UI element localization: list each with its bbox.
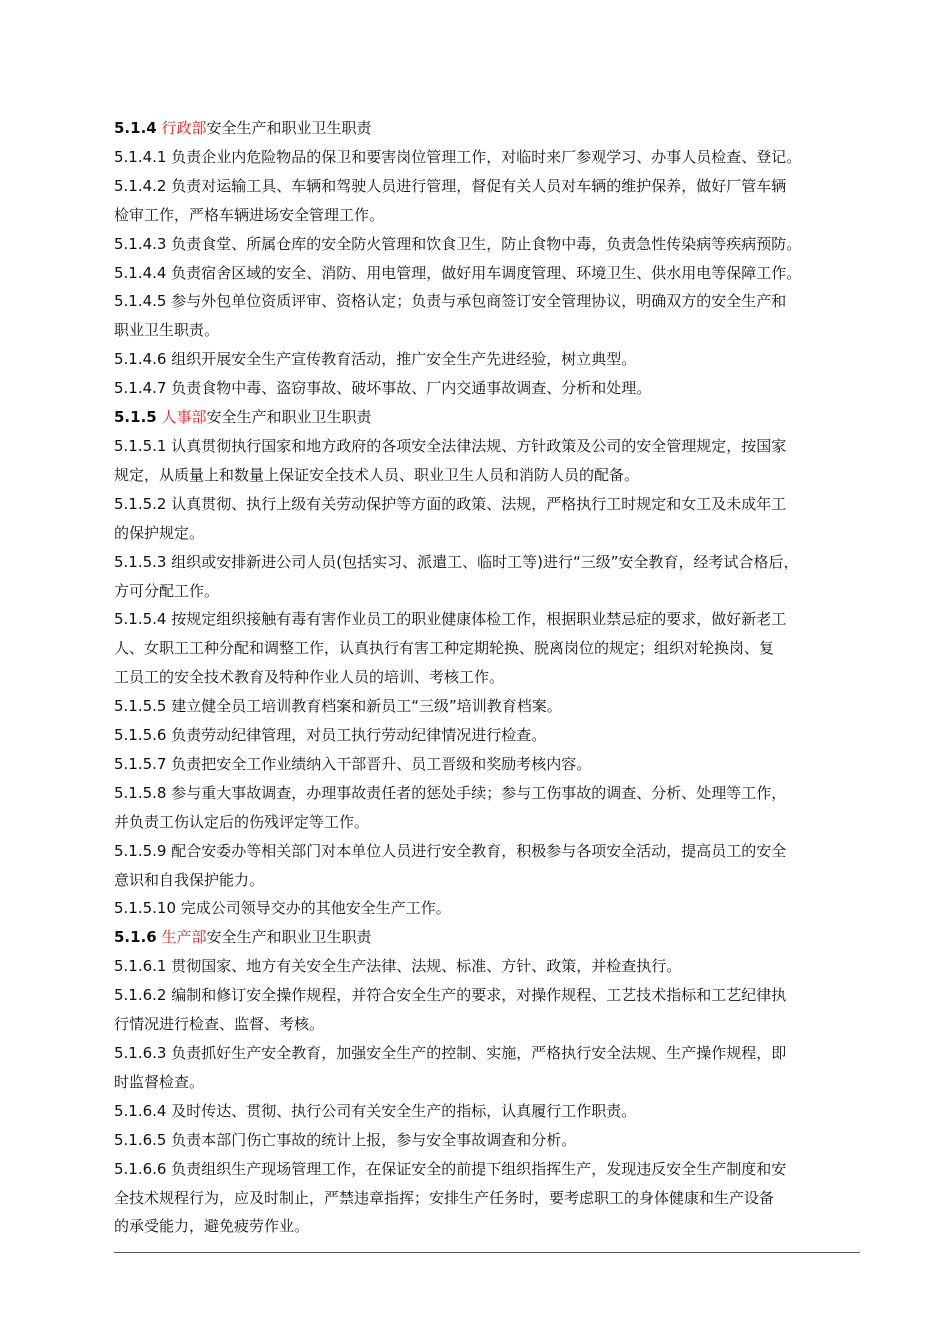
- paragraph-line: 5.1.4.4 负责宿舍区域的安全、消防、用电管理，做好用车调度管理、环境卫生、供水用电等保障工作。: [114, 263, 802, 282]
- paragraph-line: 5.1.5.4 按规定组织接触有毒有害作业员工的职业健康体检工作，根据职业禁忌症的要求，做好新老工: [114, 610, 787, 629]
- section-number: 5.1.5: [114, 408, 157, 427]
- section-number: 5.1.6: [114, 928, 157, 947]
- paragraph-line: 职业卫生职责。: [114, 321, 220, 340]
- paragraph-line: 5.1.5.9 配合安委办等相关部门对本单位人员进行安全教育，积极参与各项安全活动，提高员工的安全: [114, 841, 787, 860]
- paragraph-line: 5.1.5.8 参与重大事故调查，办理事故责任者的惩处手续；参与工伤事故的调查、分析、处理等工作，: [114, 783, 787, 802]
- paragraph-line: 工员工的安全技术教育及特种作业人员的培训、考核工作。: [114, 668, 505, 687]
- section-number: 5.1.4: [114, 119, 157, 137]
- paragraph-line: 5.1.4.6 组织开展安全生产宣传教育活动，推广安全生产先进经验，树立典型。: [114, 350, 637, 369]
- paragraph-line: 5.1.4.5 参与外包单位资质评审、资格认定；负责与承包商签订安全管理协议，明确双方的安全生产和: [114, 292, 787, 311]
- department-name: 人事部: [161, 408, 207, 427]
- paragraph-line: 5.1.6.4 及时传达、贯彻、执行公司有关安全生产的指标，认真履行工作职责。: [114, 1101, 637, 1120]
- paragraph-line: 的保护规定。: [114, 523, 205, 542]
- paragraph-line: 5.1.4.1 负责企业内危险物品的保卫和要害岗位管理工作，对临时来厂参观学习、办事人员检查、登记。: [114, 147, 802, 166]
- paragraph-line: 的承受能力，避免疲劳作业。: [114, 1217, 310, 1236]
- paragraph-line: 方可分配工作。: [114, 581, 220, 600]
- paragraph-line: 5.1.6.2 编制和修订安全操作规程，并符合安全生产的要求，对操作规程、工艺技术指标和工艺纪律执: [114, 986, 787, 1005]
- paragraph-line: 全技术规程行为，应及时制止，严禁违章指挥；安排生产任务时，要考虑职工的身体健康和生产设备: [114, 1188, 775, 1207]
- paragraph-line: 5.1.4.7 负责食物中毒、盗窃事故、破坏事故、厂内交通事故调查、分析和处理。: [114, 379, 652, 398]
- paragraph-line: 意识和自我保护能力。: [114, 870, 265, 889]
- paragraph-line: 5.1.4.3 负责食堂、所属仓库的安全防火管理和饮食卫生，防止食物中毒，负责急性传染病等疾病预防。: [114, 234, 802, 253]
- paragraph-line: 5.1.5.7 负责把安全工作业绩纳入干部晋升、员工晋级和奖励考核内容。: [114, 754, 592, 773]
- paragraph-line: 5.1.6.1 贯彻国家、地方有关安全生产法律、法规、标准、方针、政策，并检查执行。: [114, 957, 682, 976]
- section-title: 安全生产和职业卫生职责: [206, 119, 372, 137]
- paragraph-line: 5.1.6.6 负责组织生产现场管理工作，在保证安全的前提下组织指挥生产，发现违反安全生产制度和安: [114, 1159, 787, 1178]
- paragraph-line: 5.1.4.2 负责对运输工具、车辆和驾驶人员进行管理，督促有关人员对车辆的维护保养，做好厂管车辆: [114, 176, 787, 195]
- paragraph-line: 5.1.6.3 负责抓好生产安全教育，加强安全生产的控制、实施，严格执行安全法规、生产操作规程，即: [114, 1044, 787, 1062]
- document-body: [114, 114, 860, 1241]
- department-name: 行政部: [161, 119, 207, 137]
- section-heading: [114, 923, 860, 952]
- section-title: 安全生产和职业卫生职责: [206, 408, 372, 427]
- paragraph-line: 检审工作，严格车辆进场安全管理工作。: [114, 205, 385, 224]
- paragraph-line: 人、女职工工种分配和调整工作，认真执行有害工种定期轮换、脱离岗位的规定；组织对轮换岗、复: [114, 639, 775, 658]
- paragraph-line: 5.1.5.1 认真贯彻执行国家和地方政府的各项安全法律法规、方针政策及公司的安全管理规定，按国家: [114, 436, 787, 455]
- footer-divider: [114, 1252, 860, 1253]
- paragraph-line: 并负责工伤认定后的伤残评定等工作。: [114, 812, 370, 831]
- paragraph-line: 规定，从质量上和数量上保证安全技术人员、职业卫生人员和消防人员的配备。: [114, 465, 640, 484]
- paragraph-line: 5.1.6.5 负责本部门伤亡事故的统计上报，参与安全事故调查和分析。: [114, 1130, 577, 1149]
- section-heading: [114, 114, 860, 143]
- paragraph-line: 行情况进行检查、监督、考核。: [114, 1015, 325, 1034]
- paragraph-line: 5.1.5.5 建立健全员工培训教育档案和新员工“三级”培训教育档案。: [114, 697, 562, 716]
- section-heading: [114, 403, 860, 432]
- paragraph-line: 5.1.5.6 负责劳动纪律管理，对员工执行劳动纪律情况进行检查。: [114, 726, 547, 745]
- paragraph-line: 时监督检查。: [114, 1072, 205, 1091]
- department-name: 生产部: [161, 928, 207, 947]
- section-title: 安全生产和职业卫生职责: [206, 928, 372, 947]
- paragraph-line: 5.1.5.3 组织或安排新进公司人员(包括实习、派遣工、临时工等)进行“三级”安全教育，经考试合格后，: [114, 552, 799, 571]
- paragraph-line: 5.1.5.10 完成公司领导交办的其他安全生产工作。: [114, 899, 451, 918]
- paragraph-line: 5.1.5.2 认真贯彻、执行上级有关劳动保护等方面的政策、法规，严格执行工时规定和女工及未成年工: [114, 494, 787, 513]
